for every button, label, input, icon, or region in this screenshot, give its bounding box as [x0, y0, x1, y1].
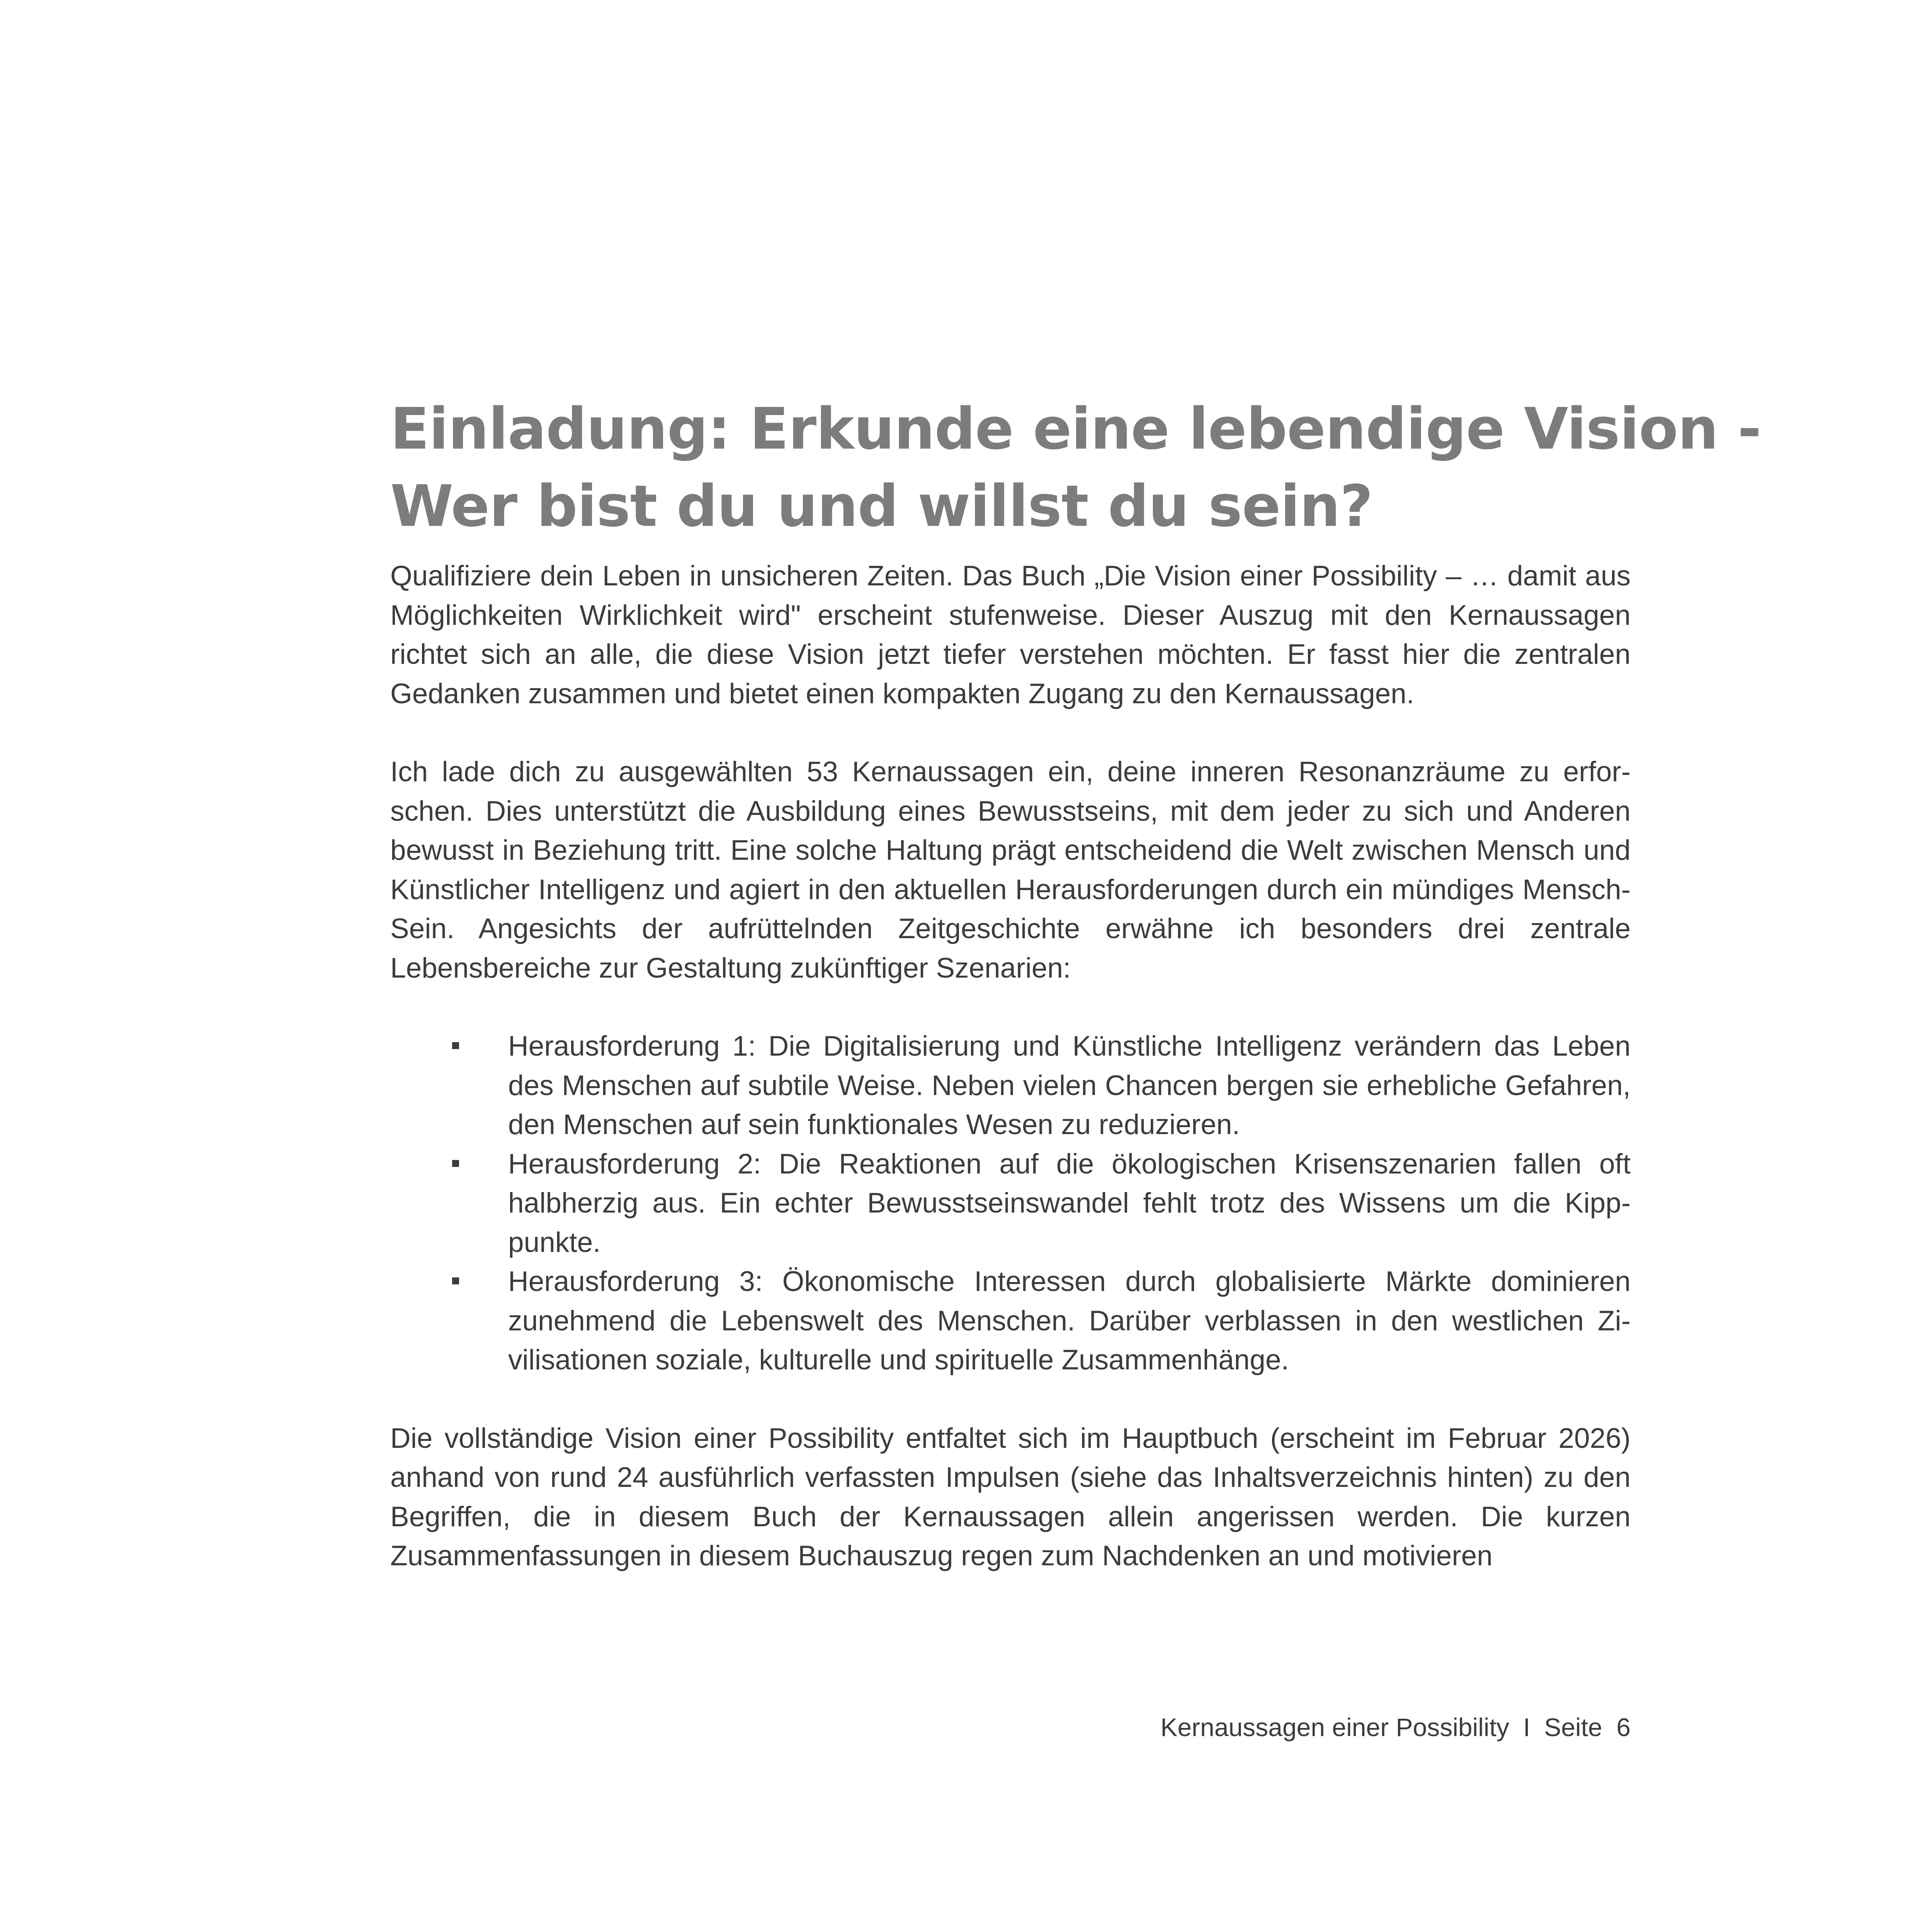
closing-paragraph: Die vollständige Vision einer Possibility entfaltet sich im Hauptbuch (erscheint im Februar 2026) anhand von rund 24 ausführlich verfassten Impulsen (siehe das Inhaltsverzeichnis hinten) zu den Begriffen, die in diesem Buch der Kernaussagen allein angerissen werden. Die kurzen Zusammenfassungen in diesem Buchauszug regen zum Nachdenken an und motivieren: [390, 1422, 1631, 1571]
challenge-text-2: Herausforderung 2: Die Reaktionen auf die ökologischen Krisenszenarien fallen oft halbherzig aus. Ein echter Bewusstseinswandel fehlt trotz des Wissens um die Kipppunkte.: [508, 1148, 1631, 1258]
title-line-1: Einladung: Erkunde eine lebendige Vision -: [390, 396, 1761, 462]
square-bullet-icon: [452, 1277, 459, 1284]
page-content: [390, 390, 1761, 1576]
title-line-2: Wer bist du und willst du sein?: [390, 473, 1373, 539]
intro-paragraph: Qualifiziere dein Leben in unsicheren Zeiten. Das Buch „Die Vision einer Possibility – … damit aus Möglichkeiten Wirklichkeit wird" erscheint stufenweise. Dieser Auszug mit den Kernaussagen richtet sich an alle, die diese Vision jetzt tiefer verstehen möchten. Er fasst hier die zentralen Gedanken zusammen und bietet einen kompakten Zugang zu den Kernaussagen.: [390, 560, 1631, 709]
page-title: [390, 390, 1761, 545]
footer-book-title: Kernaussagen einer Possibility: [1160, 1713, 1509, 1742]
square-bullet-icon: [452, 1042, 459, 1049]
challenge-text-1: Herausforderung 1: Die Digitalisierung und Künstliche Intelligenz verändern das Leben des Menschen auf subtile Weise. Neben vielen Chancen bergen sie erhebliche Gefahren, den Menschen auf sein funktionales Wesen zu reduzieren.: [508, 1031, 1631, 1140]
footer-separator: I: [1523, 1713, 1531, 1742]
square-bullet-icon: [452, 1160, 459, 1167]
list-item: [390, 1145, 1631, 1262]
list-item: [390, 1027, 1631, 1145]
list-item: [390, 1262, 1631, 1380]
invitation-paragraph: Ich lade dich zu ausgewählten 53 Kernaussagen ein, deine inneren Resonanzräume zu erforschen. Dies unterstützt die Ausbildung eines Bewusstseins, mit dem jeder zu sich und Anderen bewusst in Beziehung tritt. Eine solche Haltung prägt entscheidend die Welt zwischen Mensch und Künstlicher Intelligenz und agiert in den aktuellen Herausforderungen durch ein mündiges Mensch-Sein. Angesichts der aufrüttelnden Zeitgeschichte erwähne ich besonders drei zentrale Lebensbereiche zur Gestaltung zukünftiger Szenarien:: [390, 756, 1631, 984]
footer-page-number: 6: [1616, 1713, 1631, 1742]
page-footer: [390, 1710, 1631, 1745]
challenges-list: [390, 1027, 1631, 1380]
footer-page-label: Seite: [1544, 1713, 1602, 1742]
challenge-text-3: Herausforderung 3: Ökonomische Interessen durch globalisierte Märkte dominieren zunehmend die Lebenswelt des Menschen. Darüber verblassen in den westlichen Zivilisationen soziale, kulturelle und spirituelle Zusammenhänge.: [508, 1266, 1631, 1376]
